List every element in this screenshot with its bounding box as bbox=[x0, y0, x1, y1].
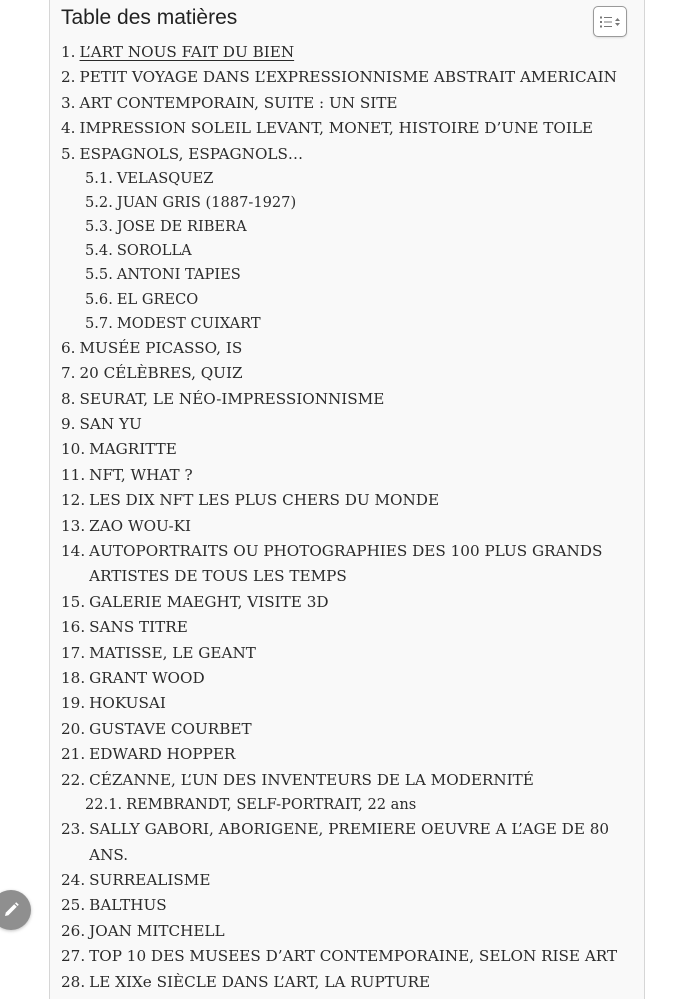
toc-item-link[interactable]: HOKUSAI bbox=[89, 694, 166, 713]
toc-item-link[interactable]: MAGRITTE bbox=[89, 440, 177, 459]
toc-list bbox=[61, 40, 636, 995]
toc-item-number: 5.5. bbox=[85, 266, 113, 284]
toc-subitem[interactable] bbox=[61, 215, 636, 239]
toc-item[interactable] bbox=[61, 717, 636, 742]
toc-item[interactable] bbox=[61, 336, 636, 361]
toc-item-number: 5.3. bbox=[85, 218, 113, 236]
toc-subitem[interactable] bbox=[61, 288, 636, 312]
toc-item[interactable] bbox=[61, 40, 636, 65]
toc-item-link[interactable]: NFT, WHAT ? bbox=[89, 465, 193, 484]
toc-item-link[interactable]: CÉZANNE, L’UN DES INVENTEURS DE LA MODERNITÉ bbox=[89, 770, 534, 789]
toc-item-link[interactable]: MATISSE, LE GEANT bbox=[89, 643, 256, 662]
toc-item-link[interactable]: GRANT WOOD bbox=[89, 668, 205, 687]
toc-item-link[interactable]: LES DIX NFT LES PLUS CHERS DU MONDE bbox=[89, 491, 440, 510]
toc-item-number: 6. bbox=[61, 338, 76, 357]
toc-item-number: 16. bbox=[61, 618, 86, 637]
toc-item-link[interactable]: EL GRECO bbox=[116, 290, 199, 308]
toc-item-link[interactable]: SANS TITRE bbox=[89, 618, 188, 637]
toc-item-number: 22.1. bbox=[85, 796, 123, 813]
toc-item[interactable] bbox=[61, 142, 636, 167]
toc-item[interactable] bbox=[61, 944, 636, 969]
toc-item-number: 5.1. bbox=[85, 170, 113, 188]
toc-item[interactable] bbox=[61, 412, 636, 437]
toc-item-number: 15. bbox=[61, 592, 86, 611]
toc-item-number: 20. bbox=[61, 719, 86, 738]
toc-item-link[interactable]: VELASQUEZ bbox=[116, 170, 214, 188]
toc-item-link[interactable]: PETIT VOYAGE DANS L’EXPRESSIONNISME ABSTRAIT AMERICAIN bbox=[79, 68, 617, 87]
toc-item-number: 13. bbox=[61, 516, 86, 535]
toc-item[interactable] bbox=[61, 463, 636, 488]
toc-item-link[interactable]: TOP 10 DES MUSEES D’ART CONTEMPORAINE, SELON RISE ART bbox=[89, 947, 618, 966]
toc-item-number: 23. bbox=[61, 820, 86, 839]
toc-item-link[interactable]: ZAO WOU-KI bbox=[89, 516, 192, 535]
toc-item[interactable] bbox=[61, 893, 636, 918]
toc-item[interactable] bbox=[61, 691, 636, 716]
toc-item[interactable] bbox=[61, 116, 636, 141]
toc-item-link[interactable]: MODEST CUIXART bbox=[116, 314, 261, 332]
toc-item-number: 1. bbox=[61, 43, 76, 61]
toc-item[interactable] bbox=[61, 514, 636, 539]
toc-item[interactable] bbox=[61, 539, 636, 590]
toc-item-number: 5.4. bbox=[85, 242, 113, 260]
pencil-icon bbox=[2, 901, 20, 919]
toc-item-number: 5. bbox=[61, 144, 76, 163]
toc-item[interactable] bbox=[61, 65, 636, 90]
toc-item-number: 21. bbox=[61, 745, 86, 764]
toc-item-number: 22. bbox=[61, 770, 86, 789]
toc-item-number: 2. bbox=[61, 68, 76, 87]
toc-item-link[interactable]: SEURAT, LE NÉO-IMPRESSIONNISME bbox=[79, 389, 385, 408]
toc-subitem[interactable] bbox=[61, 793, 636, 817]
toc-item-link[interactable]: ANTONI TAPIES bbox=[116, 266, 241, 284]
toc-item[interactable] bbox=[61, 361, 636, 386]
toc-item[interactable] bbox=[61, 590, 636, 615]
toc-item-number: 4. bbox=[61, 119, 76, 138]
toc-item-number: 3. bbox=[61, 93, 76, 112]
toc-item-link[interactable]: LE XIXe SIÈCLE DANS L’ART, LA RUPTURE bbox=[89, 972, 431, 991]
toc-item-number: 19. bbox=[61, 694, 86, 713]
toc-item-number: 14. bbox=[61, 541, 86, 560]
toc-item-number: 9. bbox=[61, 414, 76, 433]
edit-button[interactable] bbox=[0, 890, 31, 930]
toc-item-link[interactable]: GALERIE MAEGHT, VISITE 3D bbox=[89, 592, 329, 611]
toc-item-link[interactable]: IMPRESSION SOLEIL LEVANT, MONET, HISTOIRE D’UNE TOILE bbox=[79, 119, 594, 138]
toc-item[interactable] bbox=[61, 91, 636, 116]
toc-item[interactable] bbox=[61, 868, 636, 893]
toc-item[interactable] bbox=[61, 615, 636, 640]
toc-item[interactable] bbox=[61, 387, 636, 412]
toc-item-link[interactable]: JUAN GRIS (1887-1927) bbox=[116, 194, 297, 212]
toc-item-number: 7. bbox=[61, 364, 76, 383]
toc-item-number: 5.7. bbox=[85, 314, 113, 332]
toc-item-number: 18. bbox=[61, 668, 86, 687]
toc-item-link[interactable]: MUSÉE PICASSO, IS bbox=[79, 338, 243, 357]
toc-item-link[interactable]: SURREALISME bbox=[89, 870, 211, 889]
toc-item-number: 25. bbox=[61, 896, 86, 915]
toc-item-link[interactable]: EDWARD HOPPER bbox=[89, 745, 236, 764]
toc-item-number: 24. bbox=[61, 870, 86, 889]
toc-item-link[interactable]: AUTOPORTRAITS OU PHOTOGRAPHIES DES 100 PLUS GRANDS ARTISTES DE TOUS LES TEMPS bbox=[89, 541, 603, 586]
toc-item-number: 12. bbox=[61, 491, 86, 510]
toc-item[interactable] bbox=[61, 742, 636, 767]
toc-item[interactable] bbox=[61, 488, 636, 513]
toc-panel bbox=[49, 0, 645, 999]
toc-item[interactable] bbox=[61, 970, 636, 995]
toc-item-number: 5.2. bbox=[85, 194, 113, 212]
toc-item-number: 11. bbox=[61, 465, 86, 484]
toc-item-link[interactable]: SOROLLA bbox=[116, 242, 192, 260]
toc-subitem[interactable] bbox=[61, 263, 636, 287]
toc-item-number: 10. bbox=[61, 440, 86, 459]
toc-item-link[interactable]: ESPAGNOLS, ESPAGNOLS… bbox=[79, 144, 304, 163]
toc-item[interactable] bbox=[61, 817, 636, 868]
toc-item[interactable] bbox=[61, 641, 636, 666]
toc-item[interactable] bbox=[61, 666, 636, 691]
toc-item-link[interactable]: GUSTAVE COURBET bbox=[89, 719, 252, 738]
toc-item-link[interactable]: BALTHUS bbox=[89, 896, 167, 915]
toc-title: Table des matières bbox=[61, 6, 238, 29]
toc-item-number: 28. bbox=[61, 972, 86, 991]
toc-toggle-button[interactable] bbox=[593, 6, 627, 37]
toc-item-number: 26. bbox=[61, 921, 86, 940]
toc-item-number: 27. bbox=[61, 947, 86, 966]
toc-item-number: 17. bbox=[61, 643, 86, 662]
toc-subitem[interactable] bbox=[61, 239, 636, 263]
toc-item[interactable] bbox=[61, 437, 636, 462]
toc-item-link[interactable]: JOAN MITCHELL bbox=[89, 921, 225, 940]
toc-item-link[interactable]: SAN YU bbox=[79, 414, 142, 433]
toc-item-link[interactable]: L’ART NOUS FAIT DU BIEN bbox=[79, 43, 295, 61]
toc-item-link[interactable]: 20 CÉLÈBRES, QUIZ bbox=[79, 364, 243, 383]
toc-item-link[interactable]: REMBRANDT, SELF-PORTRAIT, 22 ans bbox=[126, 796, 417, 813]
toc-item-link[interactable]: ART CONTEMPORAIN, SUITE : UN SITE bbox=[79, 93, 398, 112]
toc-item-number: 8. bbox=[61, 389, 76, 408]
toc-subitem[interactable] bbox=[61, 312, 636, 336]
toc-item-link[interactable]: SALLY GABORI, ABORIGENE, PREMIERE OEUVRE A L’AGE DE 80 ANS. bbox=[89, 820, 610, 864]
toc-subitem[interactable] bbox=[61, 167, 636, 191]
toc-subitem[interactable] bbox=[61, 191, 636, 215]
toc-item-link[interactable]: JOSE DE RIBERA bbox=[116, 218, 247, 236]
toc-item[interactable] bbox=[61, 919, 636, 944]
toc-item[interactable] bbox=[61, 768, 636, 793]
list-toggle-icon bbox=[599, 15, 621, 29]
toc-item-number: 5.6. bbox=[85, 290, 113, 308]
